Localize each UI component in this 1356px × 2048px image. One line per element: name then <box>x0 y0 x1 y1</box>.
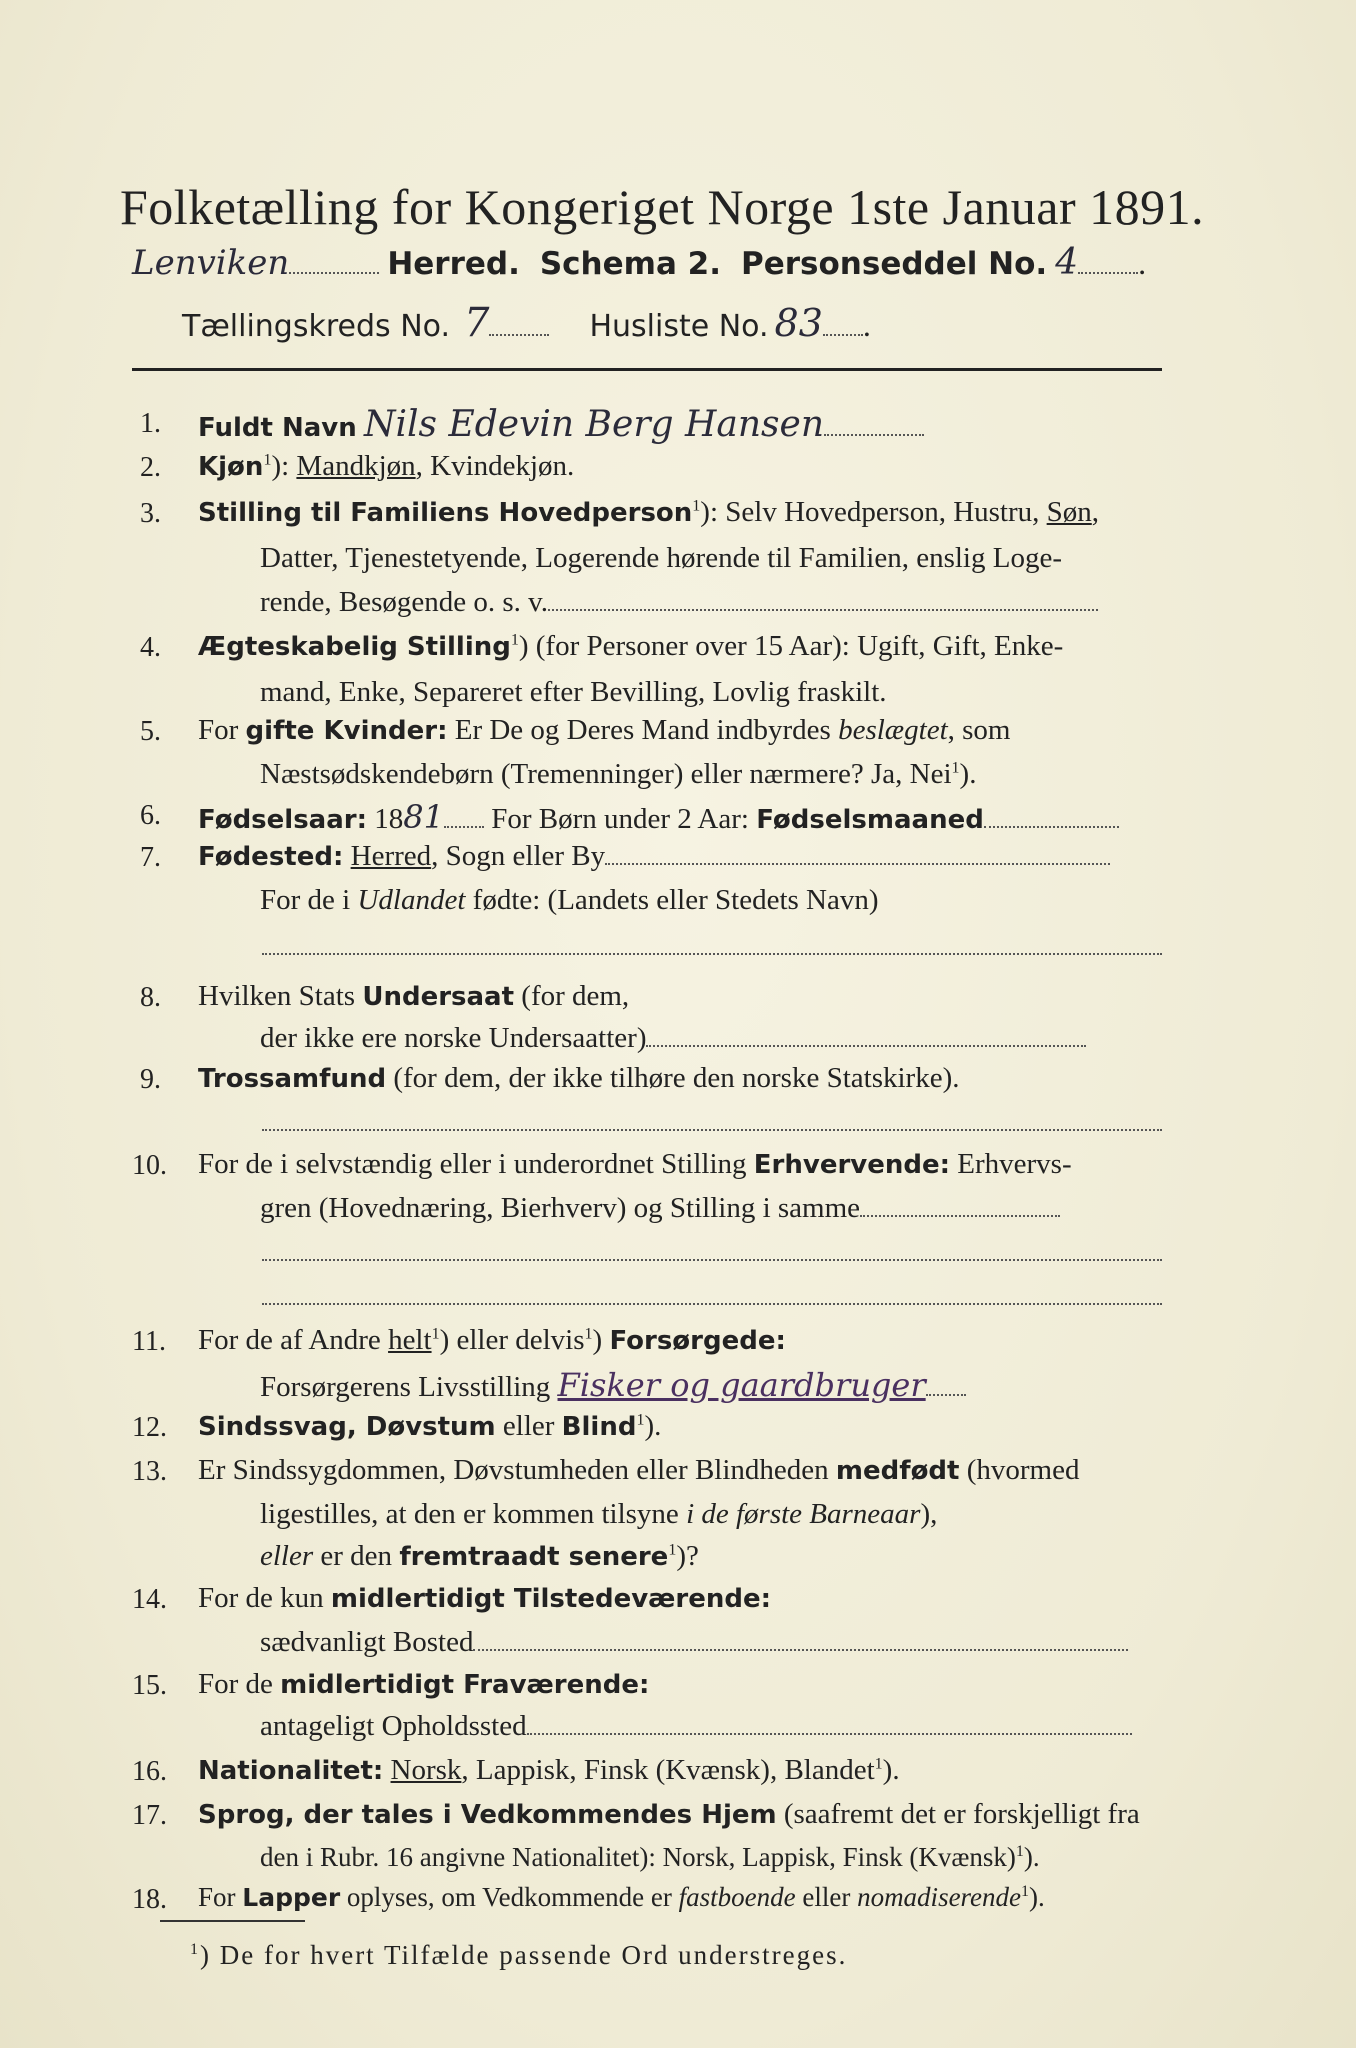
birth-month-label: Fødselsmaaned <box>756 805 984 835</box>
dotted-line <box>860 1214 1060 1217</box>
footnote-marker: 1 <box>1015 1843 1024 1860</box>
item-3-line2: Datter, Tjenestetyende, Logerende hørende til Familien, enslig Loge- <box>260 542 1062 574</box>
footnote-marker: 1 <box>692 497 701 515</box>
dotted-line <box>262 1258 1162 1261</box>
dotted-line <box>823 333 863 336</box>
text: For <box>198 1882 243 1912</box>
item-number: 16. <box>132 1756 167 1787</box>
lapps-label: Lapper <box>242 1883 341 1912</box>
text: For Børn under 2 Aar: <box>491 803 757 835</box>
item-number: 8. <box>140 982 161 1013</box>
item-11-line1 <box>198 1324 786 1357</box>
text: ligestilles, at den er kommen tilsyne <box>260 1498 687 1530</box>
husliste-label: Husliste No. <box>589 309 769 344</box>
text: gren (Hovednæring, Bierhverv) og Stilling i samme <box>260 1192 861 1224</box>
option-helt: helt <box>388 1324 432 1356</box>
dotted-line <box>262 1302 1162 1305</box>
temporary-absent-label: midlertidigt Fraværende: <box>280 1670 650 1700</box>
item-7-line1 <box>198 840 1110 873</box>
text: eller <box>795 1882 858 1912</box>
footnote-marker: 1 <box>668 1541 677 1559</box>
text: ). <box>1023 1842 1040 1872</box>
text: , som <box>947 714 1011 746</box>
footnote-marker: 1 <box>431 1325 440 1343</box>
text: beslægtet <box>838 714 948 746</box>
married-women-label: gifte Kvinder: <box>245 716 448 746</box>
item-6 <box>198 798 1119 836</box>
item-8-line1 <box>198 980 629 1013</box>
item-number: 13. <box>132 1456 167 1487</box>
item-7-blank <box>262 930 1162 963</box>
kreds-line: Tællingskreds No. 7 Husliste No. 83 . <box>182 300 871 346</box>
herred-label: Herred. <box>387 246 520 282</box>
item-13-line3 <box>260 1540 699 1573</box>
item-number: 1. <box>140 408 161 439</box>
item-4-line1 <box>198 630 1063 663</box>
dotted-line <box>984 825 1119 828</box>
item-number: 12. <box>132 1412 167 1443</box>
item-10-line1 <box>198 1148 1072 1181</box>
birthplace-label: Fødested: <box>198 842 344 872</box>
item-1 <box>198 404 924 445</box>
disability-label: Sindssvag, Døvstum <box>198 1412 496 1442</box>
kreds-number: 7 <box>464 300 490 346</box>
item-10-blank2 <box>262 1280 1162 1313</box>
item-10-line2 <box>260 1192 1060 1225</box>
text: 18 <box>367 803 404 835</box>
text: Hvilken Stats <box>198 980 363 1012</box>
dotted-line <box>926 1393 966 1396</box>
congenital-label: medfødt <box>835 1456 960 1486</box>
footnote-marker: 1 <box>190 1941 200 1958</box>
item-number: 3. <box>140 498 161 529</box>
text: den i Rubr. 16 angivne Nationalitet): Norsk, Lappisk, Finsk (Kvænsk) <box>260 1842 1016 1872</box>
personseddel-label: Personseddel No. <box>741 246 1048 282</box>
text: For de kun <box>198 1582 331 1614</box>
item-5-line1 <box>198 714 1010 747</box>
item-5-line2 <box>260 758 976 791</box>
item-13-line2 <box>260 1498 937 1531</box>
text: , <box>1091 496 1100 528</box>
full-name-label: Fuldt Navn <box>198 413 357 443</box>
family-position-label: Stilling til Familiens Hovedperson <box>198 498 693 528</box>
dotted-line <box>473 1648 1128 1651</box>
text: ). <box>959 758 977 790</box>
sex-label: Kjøn <box>198 452 264 482</box>
birthplace-option-herred: Herred <box>350 840 432 872</box>
footnote-marker: 1 <box>1021 1883 1030 1900</box>
text: Forsørgerens Livsstilling <box>260 1371 551 1403</box>
item-4-line2: mand, Enke, Separeret efter Bevilling, Lovlig fraskilt. <box>260 676 887 708</box>
text: (saafremt det er forskjelligt fra <box>776 1798 1140 1830</box>
item-number: 14. <box>132 1584 167 1615</box>
footnote-text: ) De for hvert Tilfælde passende Ord understreges. <box>200 1940 848 1970</box>
dotted-line <box>489 333 549 336</box>
later-onset-label: fremtraadt senere <box>399 1542 669 1572</box>
text: ) (for Personer over 15 Aar): Ugift, Gift, Enke- <box>518 630 1064 662</box>
marital-status-label: Ægteskabelig Stilling <box>198 632 511 662</box>
text: ). <box>644 1410 662 1442</box>
text: er den <box>313 1540 400 1572</box>
text: (for dem, der ikke tilhøre den norske Statskirke). <box>386 1062 960 1094</box>
text: (hvormed <box>959 1454 1080 1486</box>
text: ) eller delvis <box>439 1324 585 1356</box>
text: Er De og Deres Mand indbyrdes <box>447 714 839 746</box>
text: (for dem, <box>514 980 630 1012</box>
item-14-line1 <box>198 1582 771 1615</box>
item-17-line2 <box>260 1842 1040 1873</box>
item-15-line1 <box>198 1668 649 1701</box>
dotted-line <box>1078 271 1138 274</box>
text: , Lappisk, Finsk (Kvænsk), Blandet <box>461 1754 875 1786</box>
item-14-line2 <box>260 1626 1128 1659</box>
item-number: 11. <box>132 1326 166 1357</box>
item-12 <box>198 1410 661 1443</box>
footnote-rule <box>160 1920 305 1922</box>
item-7-line2 <box>260 884 879 917</box>
home-language-label: Sprog, der tales i Vedkommendes Hjem <box>198 1800 777 1830</box>
text: eller <box>495 1410 562 1442</box>
text: ): Selv Hovedperson, Hustru, <box>700 496 1047 528</box>
footnote <box>190 1940 847 1971</box>
item-number: 4. <box>140 632 161 663</box>
item-number: 10. <box>132 1150 167 1181</box>
text: Næstsødskendebørn (Tremenninger) eller nærmere? Ja, Nei <box>260 758 952 790</box>
herred-handwritten: Lenviken <box>132 243 290 283</box>
footnote-marker: 1 <box>636 1411 645 1429</box>
dotted-line <box>262 1128 1162 1131</box>
full-name-handwritten: Nils Edevin Berg Hansen <box>364 404 825 445</box>
text: For de <box>198 1668 281 1700</box>
text: der ikke ere norske Undersaatter) <box>260 1022 647 1054</box>
footnote-marker: 1 <box>584 1325 593 1343</box>
text: For de i selvstændig eller i underordnet Stilling <box>198 1148 754 1180</box>
item-number: 2. <box>140 452 161 483</box>
religion-label: Trossamfund <box>198 1064 387 1094</box>
text: , Sogn eller By <box>431 840 606 872</box>
item-11-line2 <box>260 1366 966 1404</box>
provider-occupation-handwritten: Fisker og gaardbruger <box>557 1366 926 1404</box>
text: Erhvervs- <box>950 1148 1072 1180</box>
text: nomadiserende <box>857 1882 1022 1912</box>
dotted-line <box>444 825 484 828</box>
footnote-marker: 1 <box>263 451 272 469</box>
dotted-line <box>262 952 1162 955</box>
dotted-line <box>646 1044 1086 1047</box>
footnote-marker: 1 <box>951 759 960 777</box>
text: rende, Besøgende o. s. v. <box>260 586 549 618</box>
husliste-number: 83 <box>774 301 823 345</box>
dotted-line <box>289 271 379 274</box>
text: i de første Barneaar <box>686 1498 921 1530</box>
kreds-label: Tællingskreds No. <box>182 309 450 344</box>
temporary-present-label: midlertidigt Tilstedeværende: <box>330 1584 772 1614</box>
item-3-line1 <box>198 496 1099 529</box>
text: eller <box>260 1540 314 1572</box>
text: ), <box>920 1498 938 1530</box>
text: oplyses, om Vedkommende er <box>340 1882 679 1912</box>
item-16 <box>198 1754 900 1787</box>
item-15-line2 <box>260 1710 1132 1743</box>
item-number: 17. <box>132 1800 167 1831</box>
text: fastboende <box>678 1882 796 1912</box>
text: fødte: (Landets eller Stedets Navn) <box>465 884 879 916</box>
birth-year-handwritten: 81 <box>403 798 444 836</box>
subject-label: Undersaat <box>362 982 515 1012</box>
footnote-marker: 1 <box>510 631 519 649</box>
dotted-line <box>605 862 1110 865</box>
supported-label: Forsørgede: <box>609 1326 786 1356</box>
text: antageligt Opholdssted <box>260 1710 527 1742</box>
text: ): <box>271 450 297 482</box>
text: , Kvindekjøn. <box>415 450 575 482</box>
item-9 <box>198 1062 959 1095</box>
nationality-option-norsk: Norsk <box>390 1754 462 1786</box>
blind-label: Blind <box>561 1412 637 1442</box>
text: ) <box>592 1324 610 1356</box>
item-number: 5. <box>140 716 161 747</box>
dotted-line <box>548 608 1098 611</box>
form-title: Folketælling for Kongeriget Norge 1ste Januar 1891. <box>120 179 1205 235</box>
item-number: 15. <box>132 1670 167 1701</box>
item-8-line2 <box>260 1022 1086 1055</box>
text: sædvanligt Bosted <box>260 1626 474 1658</box>
text: Er Sindssygdommen, Døvstumheden eller Blindheden <box>198 1454 836 1486</box>
item-3-line3 <box>260 586 1098 619</box>
birth-year-label: Fødselsaar: <box>198 805 367 835</box>
text: Udlandet <box>357 884 466 916</box>
item-17-line1 <box>198 1798 1140 1831</box>
item-13-line1 <box>198 1454 1079 1487</box>
footnote-marker: 1 <box>874 1755 883 1773</box>
item-18 <box>198 1882 1045 1913</box>
dotted-line <box>824 433 924 436</box>
herred-line: Lenviken Herred. Schema 2. Personseddel No. 4 . <box>132 242 1147 283</box>
text: For de af Andre <box>198 1324 389 1356</box>
occupation-label: Erhvervende: <box>753 1150 951 1180</box>
dotted-line <box>527 1732 1132 1735</box>
nationality-label: Nationalitet: <box>198 1756 384 1786</box>
text: )? <box>676 1540 699 1572</box>
item-number: 18. <box>132 1884 167 1915</box>
text: For <box>198 714 246 746</box>
item-10-blank1 <box>262 1236 1162 1269</box>
item-2 <box>198 450 574 483</box>
header-rule <box>132 368 1162 371</box>
text: ). <box>882 1754 900 1786</box>
personseddel-number: 4 <box>1055 242 1079 283</box>
position-option-son: Søn <box>1046 496 1092 528</box>
item-9-blank <box>262 1106 1162 1139</box>
item-number: 9. <box>140 1064 161 1095</box>
sex-option-male: Mandkjøn <box>296 450 416 482</box>
item-number: 7. <box>140 842 161 873</box>
text: ). <box>1029 1882 1045 1912</box>
text: For de i <box>260 884 358 916</box>
schema-label: Schema 2. <box>539 246 722 282</box>
item-number: 6. <box>140 800 161 831</box>
